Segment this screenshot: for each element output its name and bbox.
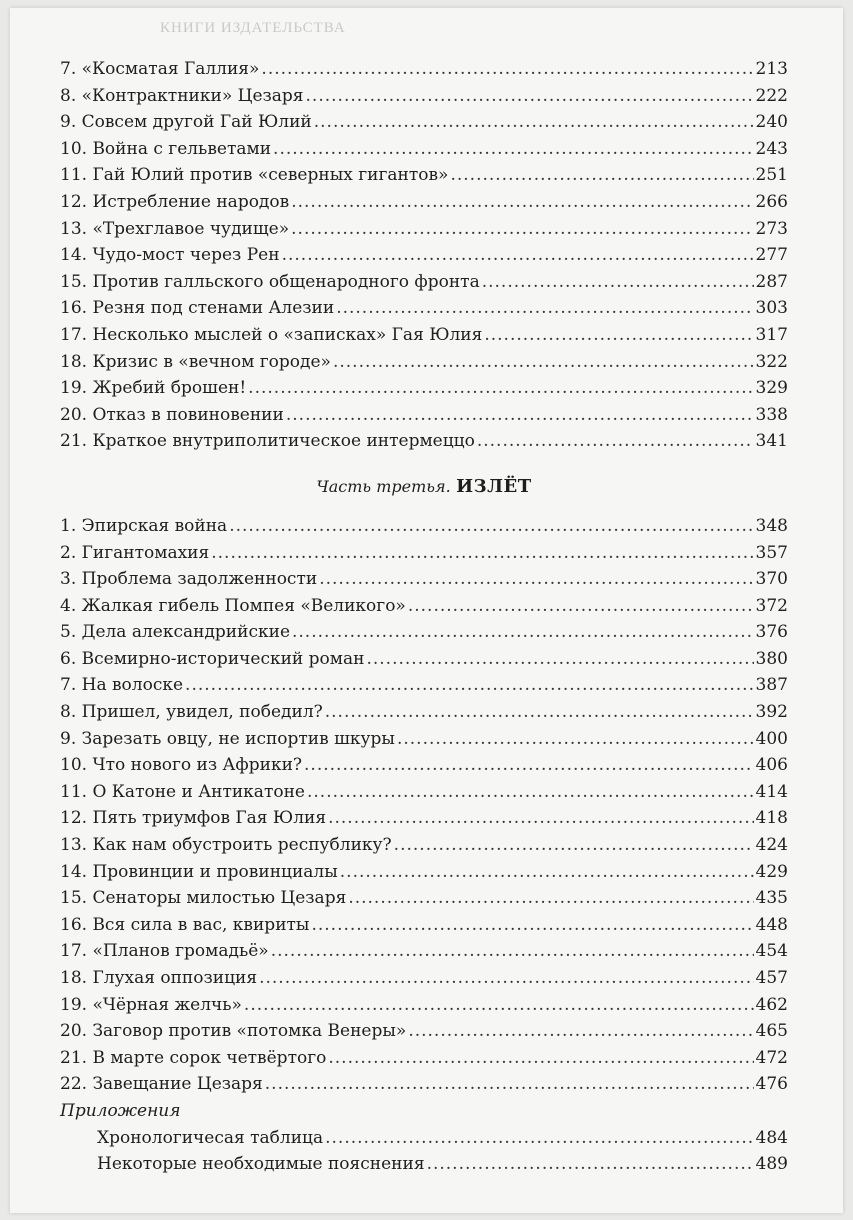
toc-entry (60, 1151, 788, 1178)
appendix-entries (60, 1125, 788, 1178)
toc-entry-page-number: 484 (755, 1127, 788, 1148)
toc-entry-page-number: 338 (755, 404, 788, 425)
toc-entry (60, 216, 788, 243)
toc-entry-page-number: 400 (755, 728, 788, 749)
toc-leader-dots (229, 513, 753, 540)
toc-entry-page-number: 213 (755, 59, 788, 79)
toc-leader-dots (333, 349, 754, 376)
toc-leader-dots (259, 965, 753, 992)
toc-entry-title: 10. Война с гельветами (60, 138, 272, 159)
toc-entry-title: 15. Против галльского общенародного фронта (60, 271, 480, 292)
toc-entry-page-number: 243 (755, 138, 788, 159)
toc-entry (60, 752, 788, 779)
toc-entry (60, 832, 788, 859)
toc-leader-dots (314, 109, 754, 136)
toc-entry (60, 295, 788, 322)
toc-entry-title: 20. Заговор против «потомка Венеры» (60, 1021, 407, 1042)
table-of-contents (60, 56, 788, 1178)
toc-entry-title: 21. В марте сорок четвёртого (60, 1047, 327, 1068)
toc-entry (60, 672, 788, 699)
book-page (10, 8, 843, 1213)
toc-entry-page-number: 424 (755, 835, 788, 856)
toc-entry-title: 13. Как нам обустроить республику? (60, 835, 392, 856)
toc-entry (60, 349, 788, 376)
toc-leader-dots (248, 375, 753, 402)
toc-entry-page-number: 329 (755, 378, 788, 399)
toc-leader-dots (185, 672, 754, 699)
toc-entry-page-number: 448 (755, 914, 788, 935)
toc-entry (60, 375, 788, 402)
toc-leader-dots (304, 752, 754, 779)
toc-entry-title: 12. Пять триумфов Гая Юлия (60, 808, 327, 829)
toc-entry (60, 859, 788, 886)
toc-entry (60, 1125, 788, 1152)
toc-leader-dots (319, 566, 753, 593)
toc-leader-dots (292, 619, 754, 646)
toc-entry (60, 402, 788, 429)
toc-entry-page-number: 357 (755, 542, 788, 563)
toc-entry-title: 8. «Контрактники» Цезаря (60, 85, 304, 106)
toc-leader-dots (408, 1018, 753, 1045)
toc-leader-dots (484, 322, 753, 349)
toc-entry-title: 9. Зарезать овцу, не испортив шкуры (60, 728, 395, 749)
toc-entry (60, 912, 788, 939)
toc-entry-title: Некоторые необходимые пояснения (97, 1154, 425, 1175)
toc-entry-page-number: 376 (755, 622, 788, 643)
toc-entry-title: 21. Краткое внутриполитическое интермеццо (60, 431, 475, 452)
toc-leader-dots (244, 992, 754, 1019)
toc-leader-dots (340, 859, 754, 886)
toc-entry (60, 726, 788, 753)
toc-entry-title: 16. Вся сила в вас, квириты (60, 914, 310, 935)
toc-leader-dots (325, 1125, 753, 1152)
toc-entry (60, 566, 788, 593)
toc-leader-dots (450, 162, 753, 189)
toc-entry-title: 7. «Косматая Галлия» (60, 59, 260, 79)
toc-entry-page-number: 251 (755, 165, 788, 186)
toc-entry (60, 593, 788, 620)
toc-entry (60, 540, 788, 567)
toc-leader-dots (328, 1045, 753, 1072)
part-three-title: ИЗЛЁТ (456, 475, 532, 497)
toc-entry-page-number: 317 (755, 324, 788, 345)
toc-leader-dots (286, 402, 754, 429)
toc-entry (60, 779, 788, 806)
toc-entry-title: 15. Сенаторы милостью Цезаря (60, 888, 347, 909)
toc-entry-page-number: 372 (755, 595, 788, 616)
toc-entry-title: 16. Резня под стенами Алезии (60, 298, 335, 319)
toc-entry-page-number: 462 (755, 994, 788, 1015)
toc-entry-page-number: 418 (755, 808, 788, 829)
toc-entry (60, 56, 788, 83)
bleed-through-header: КНИГИ ИЗДАТЕЛЬСТВА (160, 20, 346, 36)
toc-entry-page-number: 457 (755, 968, 788, 988)
toc-entry-title: 9. Совсем другой Гай Юлий (60, 112, 312, 133)
toc-entry-title: 11. О Катоне и Антикатоне (60, 781, 305, 802)
toc-leader-dots (328, 805, 753, 832)
toc-entry-title: 19. Жребий брошен! (60, 378, 247, 399)
toc-leader-dots (265, 1071, 754, 1098)
toc-entry-page-number: 414 (755, 781, 788, 802)
appendix-label: Приложения (60, 1100, 181, 1121)
toc-entry (60, 805, 788, 832)
toc-entry-title: 7. На волоске (60, 675, 184, 696)
toc-entry (60, 699, 788, 726)
toc-leader-dots (271, 938, 754, 965)
toc-entry (60, 1018, 788, 1045)
toc-entry-title: 22. Завещание Цезаря (60, 1074, 263, 1095)
toc-entry-title: 13. «Трехглавое чудище» (60, 218, 290, 239)
toc-entry-page-number: 476 (755, 1074, 788, 1095)
toc-entry (60, 513, 788, 540)
toc-entry (60, 269, 788, 296)
toc-entry (60, 1071, 788, 1098)
toc-entry-page-number: 387 (755, 675, 788, 696)
toc-leader-dots (273, 136, 754, 163)
toc-leader-dots (348, 885, 753, 912)
toc-entry-page-number: 454 (755, 941, 788, 962)
toc-entry-title: 8. Пришел, увидел, победил? (60, 702, 323, 723)
toc-entry-page-number: 472 (755, 1047, 788, 1068)
toc-entry-title: 17. «Планов громадьё» (60, 941, 269, 962)
toc-entry (60, 428, 788, 455)
toc-entry-title: 20. Отказ в повиновении (60, 404, 284, 425)
toc-entry (60, 109, 788, 136)
toc-entry-page-number: 392 (755, 702, 788, 723)
toc-entry (60, 1045, 788, 1072)
toc-entry (60, 83, 788, 110)
toc-entry (60, 965, 788, 992)
toc-entry-title: 12. Истребление народов (60, 191, 290, 212)
toc-leader-dots (261, 56, 753, 83)
toc-entry (60, 619, 788, 646)
toc-entry-page-number: 380 (755, 648, 788, 669)
toc-entry-page-number: 370 (755, 569, 788, 590)
toc-entry-title: 6. Всемирно-исторический роман (60, 648, 365, 669)
toc-entry (60, 992, 788, 1019)
toc-entry-page-number: 406 (755, 755, 788, 776)
toc-leader-dots (366, 646, 753, 673)
toc-leader-dots (408, 593, 754, 620)
toc-entry-page-number: 489 (755, 1154, 788, 1175)
toc-entry (60, 885, 788, 912)
toc-entry (60, 189, 788, 216)
toc-entry-page-number: 222 (755, 85, 788, 106)
part-two-entries (60, 56, 788, 455)
toc-entry-page-number: 240 (755, 112, 788, 133)
toc-entry (60, 162, 788, 189)
toc-entry (60, 242, 788, 269)
toc-entry-title: 3. Проблема задолженности (60, 569, 318, 590)
toc-entry (60, 322, 788, 349)
toc-entry-title: 2. Гигантомахия (60, 542, 210, 563)
toc-entry-page-number: 465 (755, 1021, 788, 1042)
toc-entry-page-number: 287 (755, 271, 788, 292)
toc-entry-page-number: 273 (755, 218, 788, 239)
toc-entry-title: 10. Что нового из Африки? (60, 755, 303, 776)
toc-entry-title: 14. Провинции и провинциалы (60, 861, 338, 882)
part-three-entries (60, 513, 788, 1098)
toc-entry-title: 14. Чудо-мост через Рен (60, 245, 280, 266)
toc-leader-dots (325, 699, 754, 726)
toc-entry-page-number: 277 (755, 245, 788, 266)
toc-entry-title: 4. Жалкая гибель Помпея «Великого» (60, 595, 406, 616)
toc-entry-title: 11. Гай Юлий против «северных гигантов» (60, 165, 449, 186)
toc-leader-dots (211, 540, 753, 567)
toc-leader-dots (482, 269, 754, 296)
toc-entry-title: 18. Кризис в «вечном городе» (60, 351, 331, 372)
toc-entry-page-number: 266 (755, 191, 788, 212)
toc-entry-title: Хронологичесая таблица (97, 1127, 324, 1148)
toc-entry (60, 938, 788, 965)
toc-entry (60, 646, 788, 673)
toc-leader-dots (336, 295, 753, 322)
toc-leader-dots (291, 216, 753, 243)
toc-entry-page-number: 348 (755, 515, 788, 536)
toc-leader-dots (306, 83, 754, 110)
toc-leader-dots (282, 242, 754, 269)
toc-entry-page-number: 429 (755, 861, 788, 882)
toc-leader-dots (477, 428, 754, 455)
toc-entry-title: 19. «Чёрная желчь» (60, 994, 242, 1015)
toc-leader-dots (307, 779, 754, 806)
toc-leader-dots (394, 832, 754, 859)
toc-entry-title: 17. Несколько мыслей о «записках» Гая Юлия (60, 324, 483, 345)
toc-leader-dots (311, 912, 753, 939)
toc-leader-dots (397, 726, 754, 753)
part-three-label: Часть третья. (316, 476, 451, 496)
toc-entry-title: 5. Дела александрийские (60, 622, 290, 643)
toc-entry-page-number: 435 (755, 888, 788, 909)
toc-entry-title: 18. Глухая оппозиция (60, 968, 258, 988)
toc-leader-dots (427, 1151, 754, 1178)
toc-entry-page-number: 341 (755, 431, 788, 452)
toc-entry (60, 136, 788, 163)
part-three-heading (60, 455, 788, 513)
toc-entry-title: 1. Эпирская война (60, 515, 228, 536)
toc-entry-page-number: 303 (755, 298, 788, 319)
toc-leader-dots (291, 189, 753, 216)
toc-entry-page-number: 322 (755, 351, 788, 372)
